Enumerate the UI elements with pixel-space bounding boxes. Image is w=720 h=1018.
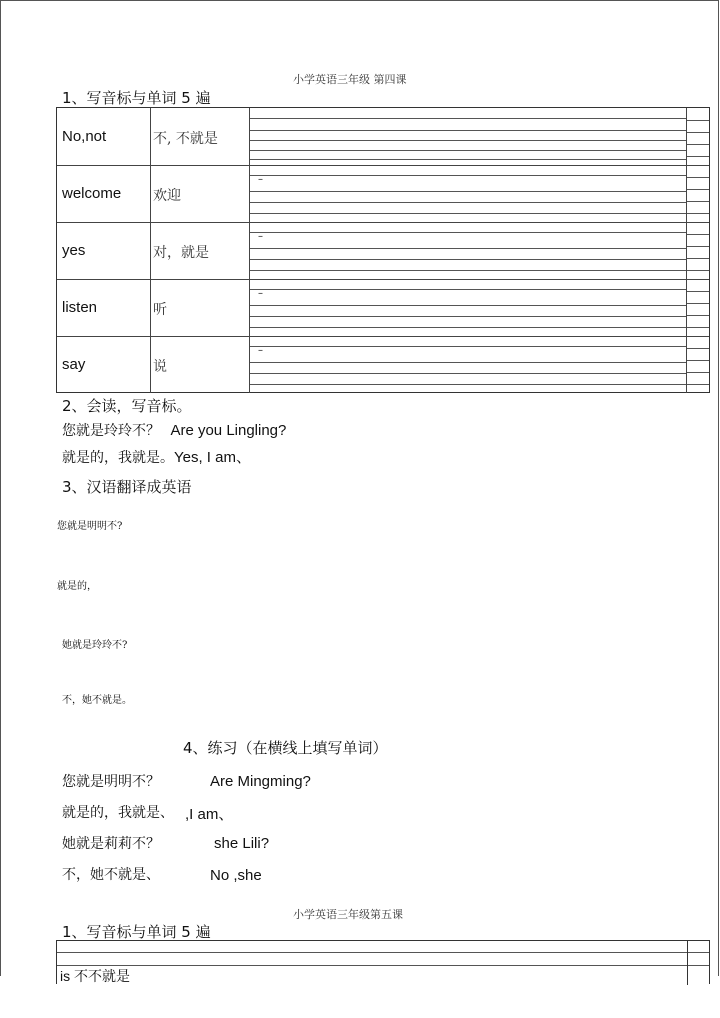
vocab-row — [57, 165, 709, 222]
writing-line — [250, 316, 686, 317]
table-rule — [687, 132, 709, 133]
writing-line — [250, 232, 686, 233]
extra-cell — [687, 108, 709, 165]
writing-line — [250, 213, 686, 214]
table-rule — [687, 120, 709, 121]
exercise-cn: 她就是莉莉不？ — [62, 836, 160, 852]
word: say — [62, 356, 86, 373]
dialog-line-2 — [62, 446, 251, 467]
writing-line — [250, 327, 686, 328]
section2-title: 2、会读，写音标。 — [62, 397, 192, 415]
word: listen — [62, 299, 98, 316]
meaning-cell — [151, 336, 249, 393]
lesson5-header: 小学英语三年级第五课 — [293, 908, 403, 921]
meaning-cell — [151, 165, 249, 222]
writing-line — [250, 362, 686, 363]
writing-line — [250, 270, 686, 271]
word-cell — [57, 222, 151, 279]
vocab-row — [57, 279, 709, 336]
writing-line — [250, 140, 686, 141]
dialog-cn: 就是的，我就是。 — [62, 450, 174, 466]
lesson4-header: 小学英语三年级 第四课 — [293, 73, 407, 86]
writing-line — [250, 305, 686, 306]
writing-line — [250, 202, 686, 203]
table-rule — [687, 156, 709, 157]
exercise-en: No ,she — [210, 867, 262, 884]
writing-cell[interactable] — [249, 279, 687, 336]
meaning: 对，就是 — [153, 245, 209, 261]
word: welcome — [62, 185, 122, 202]
extra-cell — [687, 279, 709, 336]
writing-line — [250, 373, 686, 374]
exercise-cn: 就是的，我就是、 — [62, 805, 174, 821]
writing-line — [250, 175, 686, 176]
table-rule — [687, 384, 709, 385]
meaning-cell — [151, 222, 249, 279]
table-rule — [687, 246, 709, 247]
section4-title: 4、练习（在横线上填写单词） — [183, 739, 388, 757]
exercise-en: Are Mingming? — [210, 773, 311, 790]
dash-mark: – — [258, 288, 263, 299]
dialog-en: Yes, I am、 — [174, 449, 251, 466]
table-rule — [687, 177, 709, 178]
writing-line — [250, 248, 686, 249]
translate-item: 您就是明明不? — [57, 521, 123, 532]
section1-title: 1、写音标与单词 5 遍 — [62, 89, 211, 107]
table-rule — [687, 360, 709, 361]
writing-cell[interactable] — [249, 336, 687, 393]
exercise-cn: 您就是明明不？ — [62, 774, 160, 790]
dialog-cn: 您就是玲玲不？ — [62, 423, 160, 439]
vocab-row — [57, 336, 709, 393]
dialog-en: Are you Lingling? — [170, 422, 287, 439]
table-rule — [57, 952, 709, 953]
writing-cell[interactable] — [249, 108, 687, 165]
word: No,not — [62, 128, 107, 145]
exercise-en: she Lili? — [214, 835, 270, 852]
dash-mark: – — [258, 231, 263, 242]
writing-cell[interactable] — [249, 222, 687, 279]
writing-line — [250, 346, 686, 347]
writing-line — [250, 384, 686, 385]
translate-item: 就是的， — [57, 581, 97, 592]
word-cell — [57, 279, 151, 336]
table-rule — [687, 291, 709, 292]
writing-line — [250, 130, 686, 131]
dialog-line-1 — [62, 420, 286, 440]
table-rule — [687, 213, 709, 214]
table-rule — [687, 258, 709, 259]
dash-mark: – — [258, 174, 263, 185]
extra-cell — [687, 165, 709, 222]
table-rule — [687, 303, 709, 304]
writing-line — [250, 118, 686, 119]
table-rule — [687, 348, 709, 349]
meaning: 听 — [153, 302, 167, 318]
writing-line — [250, 150, 686, 151]
translate-item: 不，她不就是。 — [62, 695, 132, 706]
table-rule — [687, 270, 709, 271]
lesson5-section1-title: 1、写音标与单词 5 遍 — [62, 923, 211, 941]
meaning: 欢迎 — [153, 188, 181, 204]
vocab-row — [57, 222, 709, 279]
writing-line — [250, 191, 686, 192]
writing-line — [250, 259, 686, 260]
meaning: 说 — [153, 359, 167, 375]
meaning-cell — [151, 108, 249, 165]
table-rule — [687, 372, 709, 373]
column-divider — [687, 941, 688, 985]
word: yes — [62, 242, 86, 259]
partial-row-text: is 不不就是 — [60, 968, 130, 984]
lesson5-vocab-table — [56, 940, 710, 984]
extra-cell — [687, 336, 709, 393]
word-cell — [57, 108, 151, 165]
writing-line — [250, 289, 686, 290]
vocab-row — [57, 108, 709, 165]
table-rule — [687, 234, 709, 235]
table-rule — [57, 965, 709, 966]
table-rule — [687, 201, 709, 202]
table-rule — [687, 189, 709, 190]
vocab-table — [56, 107, 710, 393]
extra-cell — [687, 222, 709, 279]
section3-title: 3、汉语翻译成英语 — [62, 478, 192, 496]
translate-item: 她就是玲玲不? — [62, 640, 128, 651]
dash-mark: – — [258, 345, 263, 356]
meaning: 不, 不就是 — [153, 131, 218, 147]
exercise-en: ,I am、 — [185, 806, 234, 823]
table-rule — [687, 144, 709, 145]
exercise-cn: 不，她不就是、 — [62, 867, 160, 883]
word-cell — [57, 165, 151, 222]
writing-cell[interactable] — [249, 165, 687, 222]
writing-line — [250, 159, 686, 160]
word-cell — [57, 336, 151, 393]
table-rule — [687, 315, 709, 316]
meaning-cell — [151, 279, 249, 336]
table-rule — [687, 327, 709, 328]
